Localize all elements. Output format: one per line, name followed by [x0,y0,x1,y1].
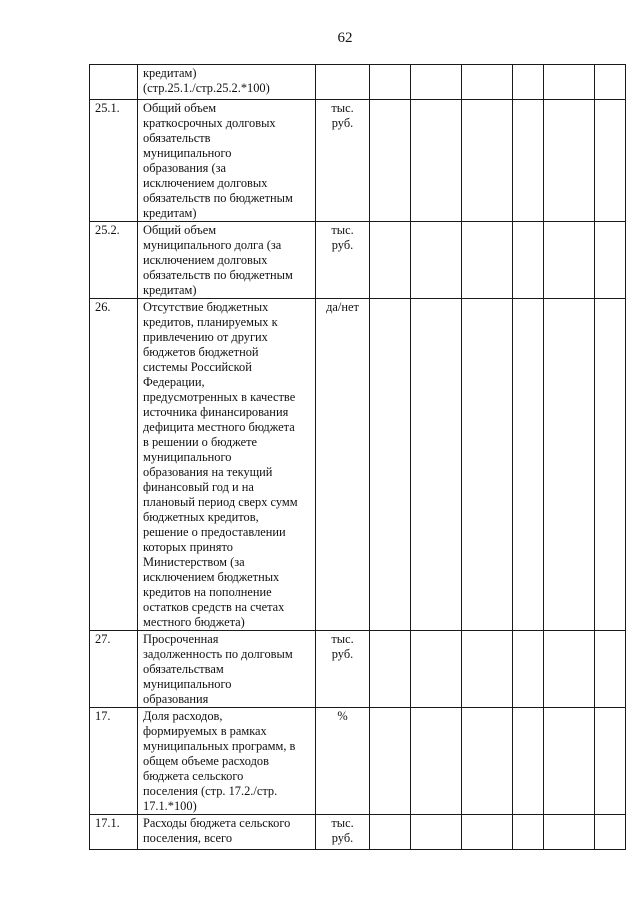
value-cell [411,100,462,222]
value-cell [462,631,513,708]
unit-cell [316,222,370,299]
indicator-name [138,100,316,222]
row-number: 26. [90,299,138,631]
value-cell [462,65,513,100]
value-cell [544,631,595,708]
table-row [90,222,626,299]
unit-text: тыс. руб. [331,632,354,661]
indicator-name-text: Общий объем краткосрочных долговых обязательств муниципального образования (за исключением долговых обязательств по бюджетным кредитам) [143,101,293,220]
indicator-name-text: кредитам) (стр.25.1./стр.25.2.*100) [143,66,270,95]
value-cell [544,708,595,815]
indicator-name-text: Доля расходов, формируемых в рамках муниципальных программ, в общем объеме расходов бюджета сельского поселения (стр. 17.2./стр. 17.1.*100) [143,709,296,813]
indicator-name [138,815,316,850]
value-cell [513,299,544,631]
indicator-name-text: Расходы бюджета сельского поселения, всего [143,816,291,845]
unit-cell [316,100,370,222]
table-row [90,631,626,708]
unit-cell [316,815,370,850]
row-number: 17. [90,708,138,815]
value-cell [544,65,595,100]
indicator-name-text: Отсутствие бюджетных кредитов, планируемых к привлечению от других бюджетов бюджетной системы Российской Федерации, предусмотренных в качестве источника финансирования дефицита местного бюджета в решении о бюджете муниципального образования на текущий финансовый год и на плановый период сверх сумм бюджетных кредитов, решение о предоставлении которых принято Министерством (за исключением бюджетных кредитов на пополнение остатков средств на счетах местного бюджета) [143,300,298,629]
value-cell [544,815,595,850]
value-cell [411,708,462,815]
row-number [90,65,138,100]
unit-cell [316,631,370,708]
table-row [90,299,626,631]
unit-text: тыс. руб. [331,101,354,130]
value-cell [595,299,626,631]
unit-text: % [337,709,348,723]
value-cell [462,222,513,299]
row-number: 27. [90,631,138,708]
indicator-table [89,64,626,850]
value-cell [513,100,544,222]
table-row [90,708,626,815]
table-row [90,100,626,222]
value-cell [513,631,544,708]
value-cell [544,299,595,631]
value-cell [462,708,513,815]
value-cell [462,100,513,222]
value-cell [544,222,595,299]
value-cell [462,815,513,850]
row-number: 17.1. [90,815,138,850]
indicator-name [138,708,316,815]
value-cell [595,100,626,222]
value-cell [411,222,462,299]
value-cell [411,299,462,631]
unit-cell [316,708,370,815]
indicator-name [138,299,316,631]
value-cell [370,222,411,299]
value-cell [595,222,626,299]
value-cell [513,708,544,815]
value-cell [544,100,595,222]
value-cell [370,631,411,708]
indicator-name [138,631,316,708]
unit-cell [316,65,370,100]
value-cell [595,815,626,850]
table-row [90,65,626,100]
indicator-name [138,222,316,299]
value-cell [513,815,544,850]
row-number: 25.2. [90,222,138,299]
value-cell [513,65,544,100]
indicator-name [138,65,316,100]
value-cell [462,299,513,631]
unit-text: да/нет [326,300,359,314]
row-number: 25.1. [90,100,138,222]
value-cell [411,631,462,708]
value-cell [595,708,626,815]
indicator-name-text: Общий объем муниципального долга (за исключением долговых обязательств по бюджетным кредитам) [143,223,293,297]
value-cell [513,222,544,299]
value-cell [595,65,626,100]
page-number: 62 [337,30,353,46]
value-cell [370,708,411,815]
value-cell [370,65,411,100]
table-row [90,815,626,850]
value-cell [370,100,411,222]
indicator-name-text: Просроченная задолженность по долговым обязательствам муниципального образования [143,632,293,706]
value-cell [370,299,411,631]
unit-text: тыс. руб. [331,816,354,845]
unit-text: тыс. руб. [331,223,354,252]
value-cell [411,65,462,100]
value-cell [411,815,462,850]
value-cell [370,815,411,850]
unit-cell [316,299,370,631]
value-cell [595,631,626,708]
